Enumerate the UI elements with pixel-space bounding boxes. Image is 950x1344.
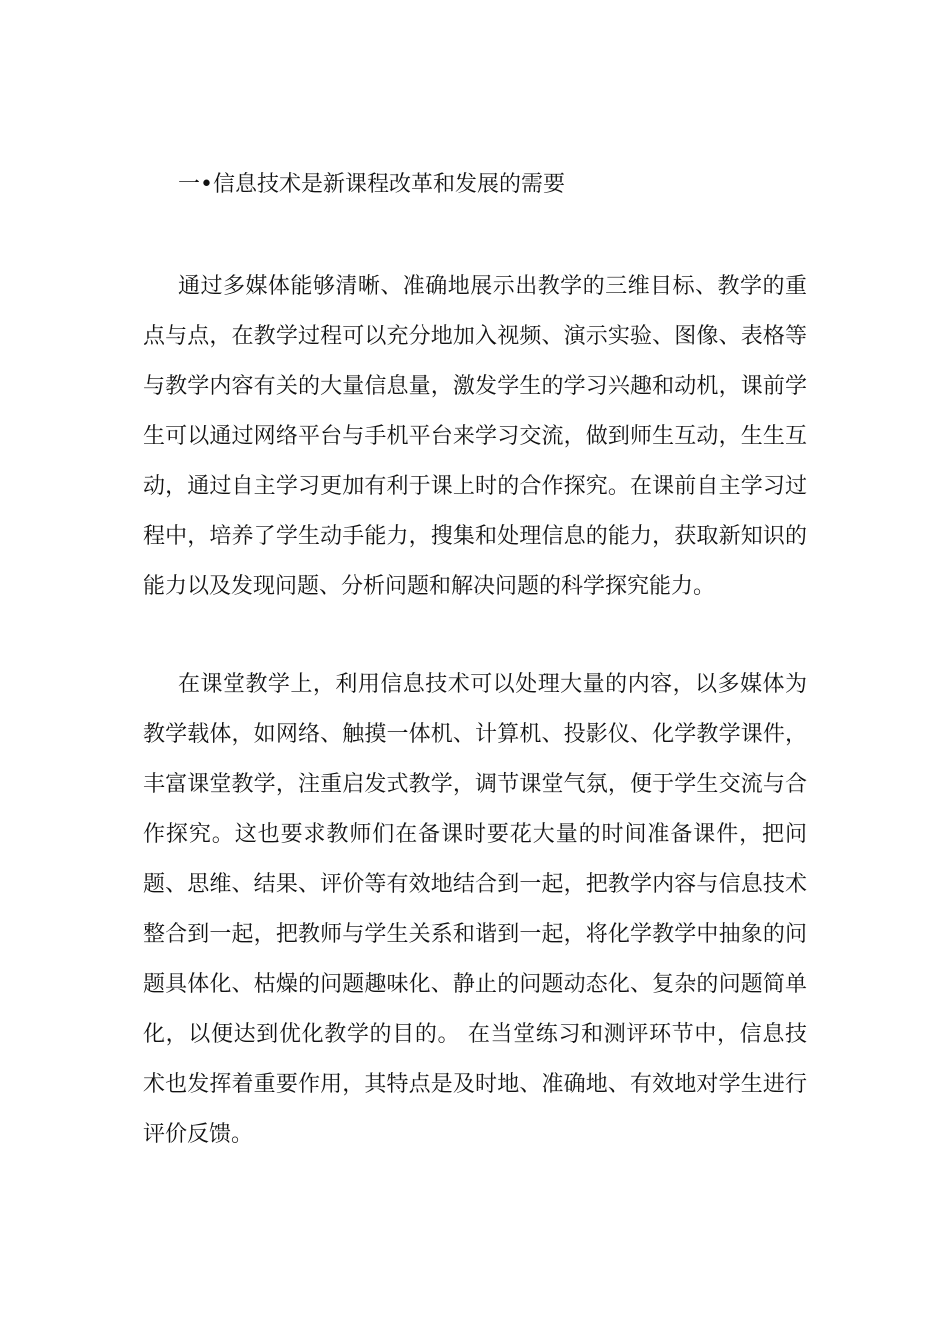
section-heading: 一•信息技术是新课程改革和发展的需要 xyxy=(178,172,565,197)
paragraph-2: 在课堂教学上，利用信息技术可以处理大量的内容，以多媒体为教学载体，如网络、触摸一体机、计算机、投影仪、化学教学课件，丰富课堂教学，注重启发式教学，调节课堂气氛，便于学生交流与合作探究。这也要求教师们在备课时要花大量的时间准备课件，把问题、思维、结果、评价等有效地结合到一起，把教学内容与信息技术整合到一起，把教师与学生关系和谐到一起，将化学教学中抽象的问题具体化、枯燥的问题趣味化、静止的问题动态化、复杂的问题简单化，以便达到优化教学的目的。 在当堂练习和测评环节中，信息技术也发挥着重要作用，其特点是及时地、准确地、有效地对学生进行评价反馈。 xyxy=(143,672,807,1147)
paragraph-1: 通过多媒体能够清晰、准确地展示出教学的三维目标、教学的重点与点，在教学过程可以充分地加入视频、演示实验、图像、表格等与教学内容有关的大量信息量，激发学生的学习兴趣和动机，课前学生可以通过网络平台与手机平台来学习交流，做到师生互动，生生互动，通过自主学习更加有利于课上时的合作探究。在课前自主学习过程中，培养了学生动手能力，搜集和处理信息的能力，获取新知识的能力以及发现问题、分析问题和解决问题的科学探究能力。 xyxy=(143,274,807,599)
